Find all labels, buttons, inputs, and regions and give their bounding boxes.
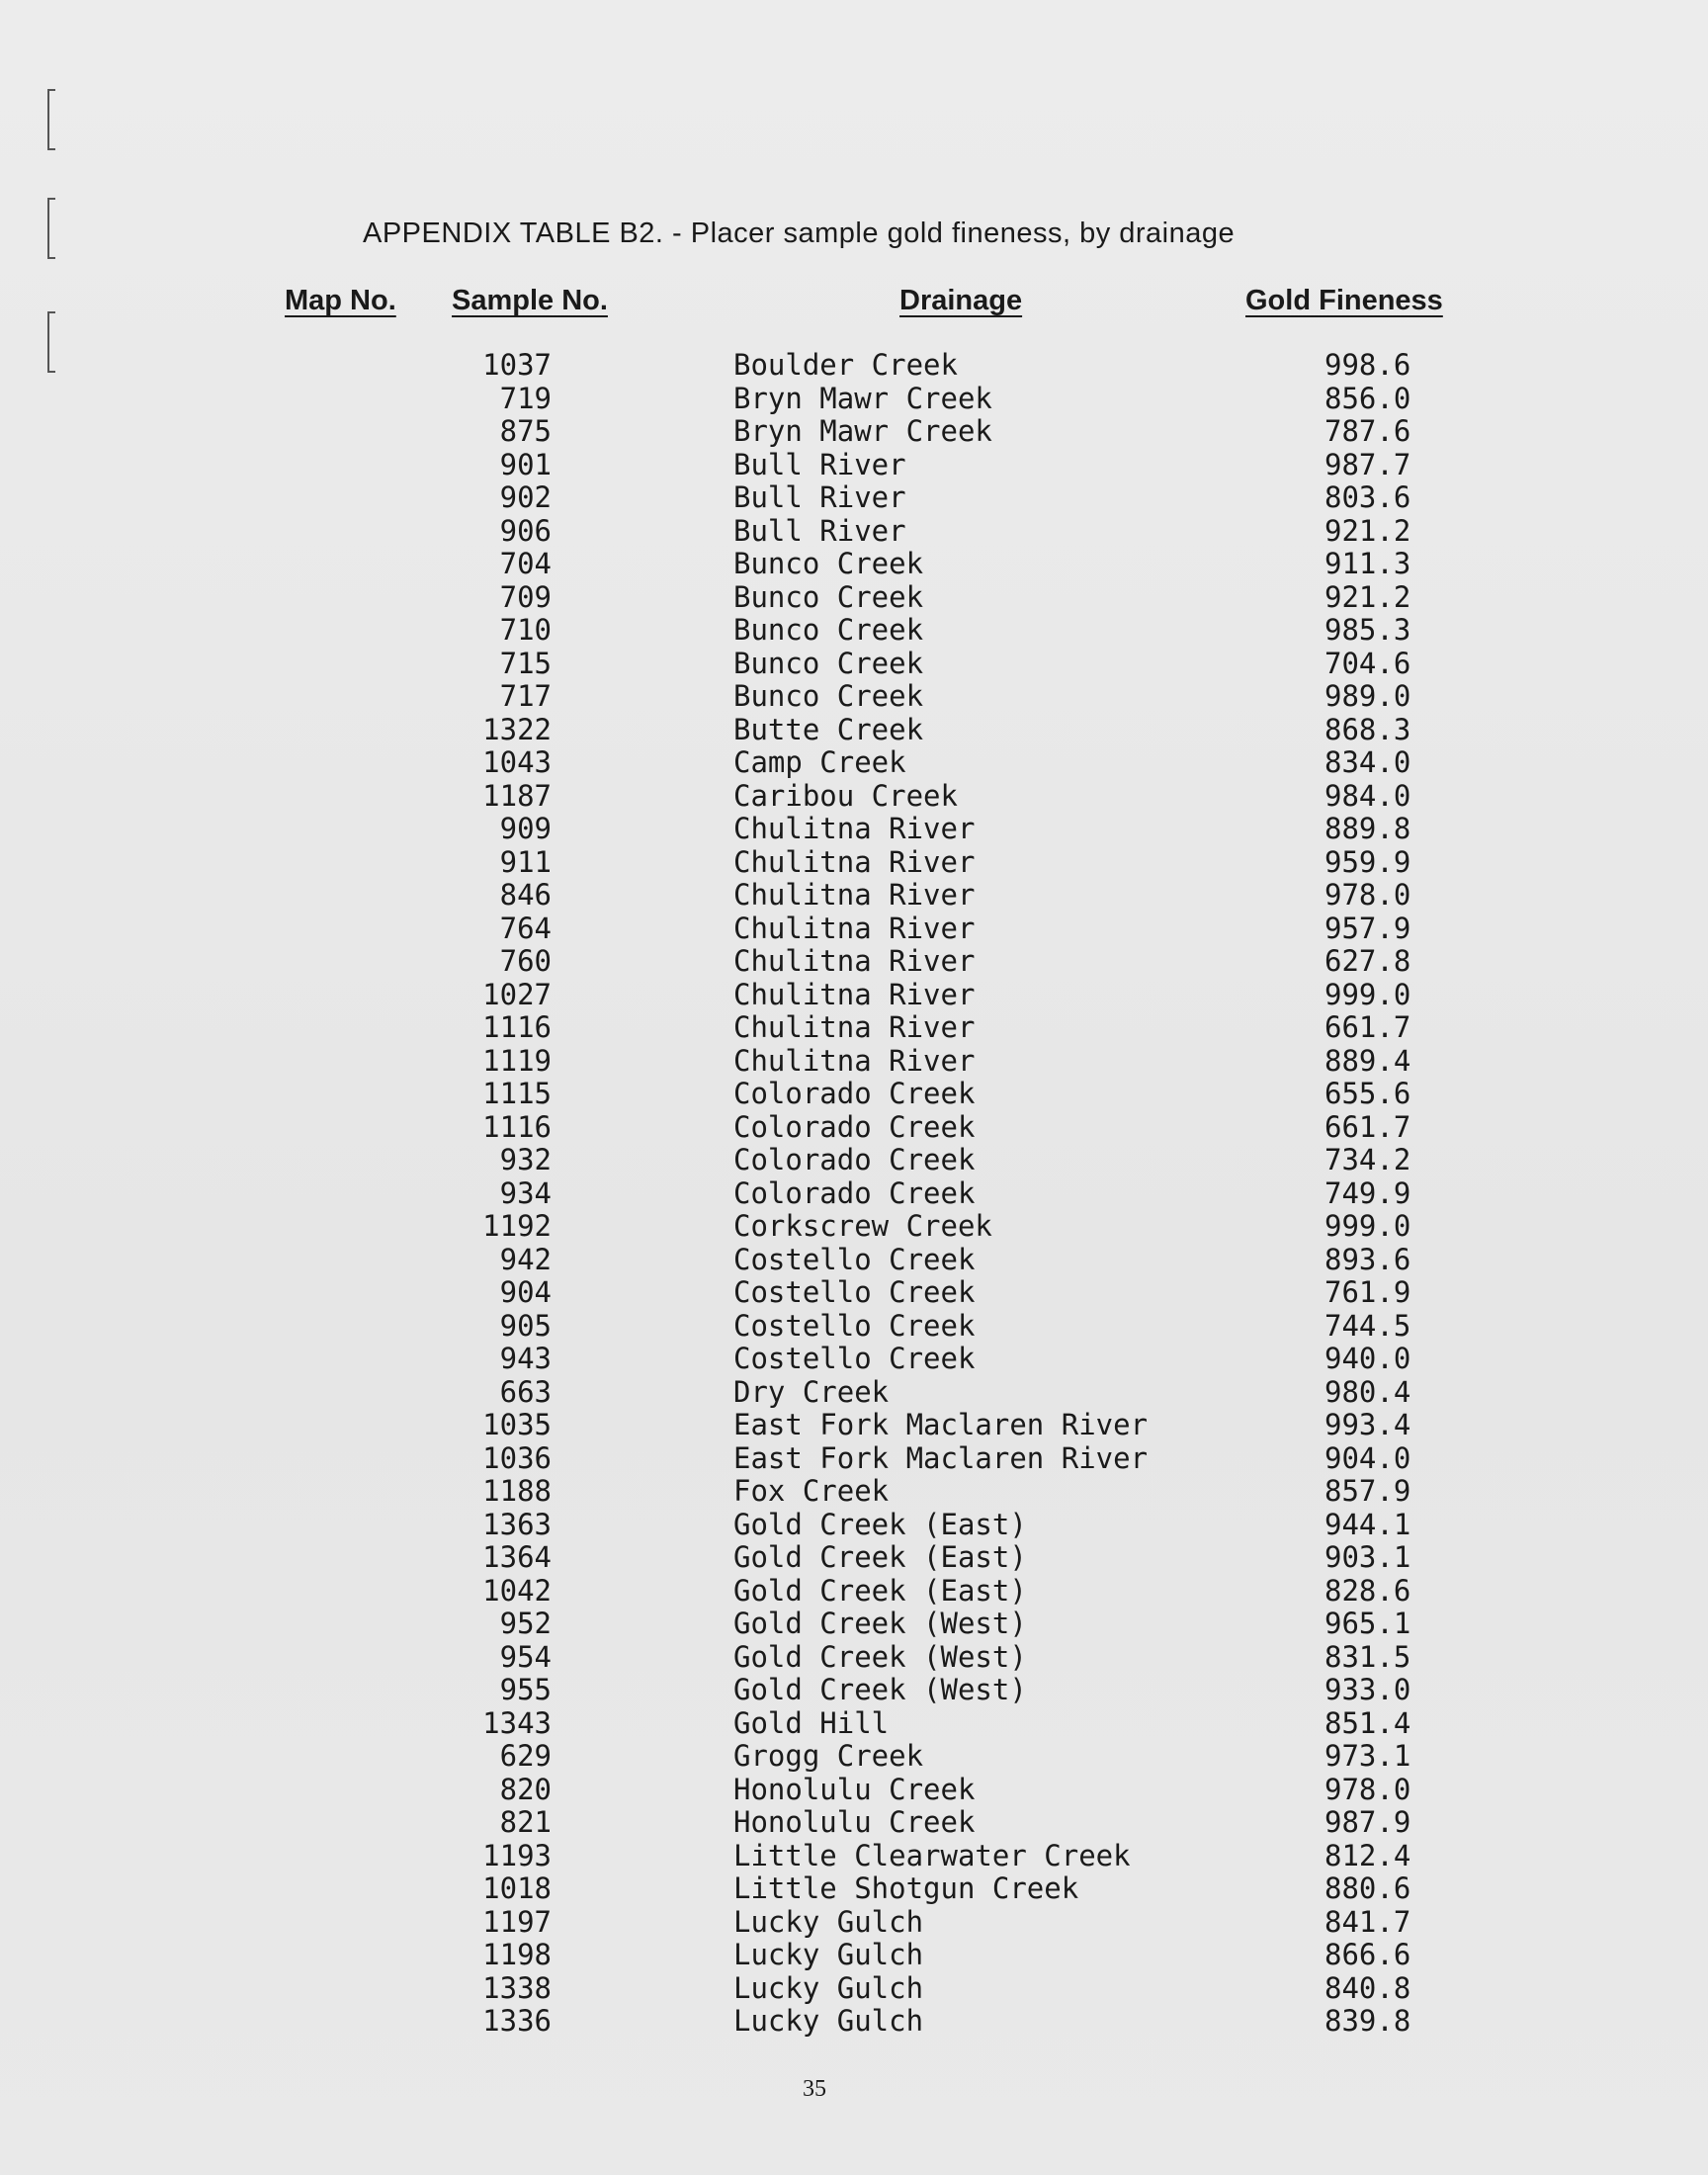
table-row <box>0 1871 1708 1905</box>
sample-no-cell: 1187 <box>482 778 552 813</box>
binding-mark <box>47 89 55 150</box>
sample-no-cell: 875 <box>499 414 552 448</box>
drainage-cell: Chulitna River <box>733 977 976 1011</box>
table-row <box>0 348 1708 382</box>
drainage-cell: East Fork Maclaren River <box>733 1408 1149 1441</box>
table-row <box>0 1044 1708 1078</box>
drainage-cell: Colorado Creek <box>733 1175 976 1210</box>
table-row <box>0 547 1708 580</box>
table-row <box>0 1342 1708 1375</box>
sample-no-cell: 902 <box>499 480 552 514</box>
sample-no-cell: 629 <box>499 1739 552 1773</box>
sample-no-cell: 954 <box>499 1639 552 1674</box>
drainage-cell: Colorado Creek <box>733 1077 976 1110</box>
drainage-cell: Costello Creek <box>733 1342 976 1375</box>
table-row <box>0 2004 1708 2038</box>
gold-fineness-cell: 812.4 <box>1324 1838 1411 1872</box>
drainage-cell: Gold Creek (West) <box>733 1639 1027 1674</box>
table-row <box>0 580 1708 614</box>
drainage-cell: Gold Creek (West) <box>733 1607 1027 1640</box>
sample-no-cell: 1035 <box>482 1408 552 1441</box>
table-row <box>0 1143 1708 1176</box>
header-sample-no: Sample No. <box>452 285 608 316</box>
header-gold-fineness: Gold Fineness <box>1245 285 1443 316</box>
sample-no-cell: 1042 <box>482 1573 552 1608</box>
drainage-cell: Dry Creek <box>733 1374 890 1409</box>
gold-fineness-cell: 921.2 <box>1324 513 1411 548</box>
table-row <box>0 1110 1708 1144</box>
table-row <box>0 647 1708 680</box>
table-row <box>0 382 1708 415</box>
table-title: APPENDIX TABLE B2. - Placer sample gold fineness, by drainage <box>363 218 1236 249</box>
table-row <box>0 1010 1708 1044</box>
sample-no-cell: 719 <box>499 381 552 415</box>
drainage-cell: Honolulu Creek <box>733 1772 976 1806</box>
sample-no-cell: 846 <box>499 878 552 912</box>
gold-fineness-cell: 761.9 <box>1324 1275 1411 1309</box>
sample-no-cell: 911 <box>499 844 552 879</box>
gold-fineness-cell: 989.0 <box>1324 679 1411 713</box>
gold-fineness-cell: 880.6 <box>1324 1871 1411 1905</box>
drainage-cell: Bunco Creek <box>733 613 924 647</box>
sample-no-cell: 932 <box>499 1143 552 1176</box>
table-row <box>0 912 1708 945</box>
drainage-cell: Little Clearwater Creek <box>733 1838 1131 1872</box>
drainage-cell: Corkscrew Creek <box>733 1209 992 1243</box>
table-row <box>0 779 1708 813</box>
gold-fineness-cell: 839.8 <box>1324 2004 1411 2038</box>
drainage-cell: Colorado Creek <box>733 1143 976 1176</box>
sample-no-cell: 663 <box>499 1374 552 1409</box>
gold-fineness-cell: 787.6 <box>1324 414 1411 448</box>
sample-no-cell: 1198 <box>482 1938 552 1971</box>
table-row <box>0 1209 1708 1243</box>
sample-no-cell: 820 <box>499 1772 552 1806</box>
drainage-cell: Bunco Creek <box>733 646 924 680</box>
drainage-cell: Bull River <box>733 447 906 481</box>
drainage-cell: Lucky Gulch <box>733 1938 924 1971</box>
gold-fineness-cell: 940.0 <box>1324 1342 1411 1375</box>
gold-fineness-cell: 841.7 <box>1324 1904 1411 1939</box>
table-row <box>0 1243 1708 1276</box>
drainage-cell: Chulitna River <box>733 1043 976 1078</box>
gold-fineness-cell: 627.8 <box>1324 944 1411 978</box>
sample-no-cell: 904 <box>499 1275 552 1309</box>
drainage-cell: Bull River <box>733 480 906 514</box>
gold-fineness-cell: 834.0 <box>1324 745 1411 779</box>
gold-fineness-cell: 704.6 <box>1324 646 1411 680</box>
sample-no-cell: 1043 <box>482 745 552 779</box>
gold-fineness-cell: 944.1 <box>1324 1507 1411 1541</box>
gold-fineness-cell: 965.1 <box>1324 1607 1411 1640</box>
table-row <box>0 978 1708 1011</box>
sample-no-cell: 764 <box>499 911 552 945</box>
gold-fineness-cell: 921.2 <box>1324 579 1411 614</box>
sample-no-cell: 1037 <box>482 348 552 382</box>
sample-no-cell: 906 <box>499 513 552 548</box>
drainage-cell: Gold Hill <box>733 1705 890 1740</box>
drainage-cell: Gold Creek (East) <box>733 1507 1027 1541</box>
gold-fineness-cell: 851.4 <box>1324 1705 1411 1740</box>
drainage-cell: Honolulu Creek <box>733 1805 976 1839</box>
drainage-cell: Costello Creek <box>733 1308 976 1343</box>
drainage-cell: Bunco Creek <box>733 679 924 713</box>
header-map-no: Map No. <box>285 285 396 316</box>
table-row <box>0 812 1708 845</box>
gold-fineness-cell: 840.8 <box>1324 1970 1411 2005</box>
gold-fineness-cell: 999.0 <box>1324 977 1411 1011</box>
table-row <box>0 878 1708 912</box>
gold-fineness-cell: 987.7 <box>1324 447 1411 481</box>
sample-no-cell: 1336 <box>482 2004 552 2038</box>
sample-no-cell: 704 <box>499 547 552 580</box>
gold-fineness-cell: 661.7 <box>1324 1109 1411 1144</box>
gold-fineness-cell: 866.6 <box>1324 1938 1411 1971</box>
table-row <box>0 613 1708 647</box>
table-row <box>0 745 1708 779</box>
drainage-cell: Lucky Gulch <box>733 2004 924 2038</box>
sample-no-cell: 1188 <box>482 1474 552 1508</box>
drainage-cell: Costello Creek <box>733 1275 976 1309</box>
sample-no-cell: 1363 <box>482 1507 552 1541</box>
table-row <box>0 679 1708 713</box>
gold-fineness-cell: 933.0 <box>1324 1673 1411 1706</box>
gold-fineness-cell: 911.3 <box>1324 547 1411 580</box>
drainage-cell: Bull River <box>733 513 906 548</box>
gold-fineness-cell: 999.0 <box>1324 1209 1411 1243</box>
table-row <box>0 1805 1708 1839</box>
table-row <box>0 1905 1708 1939</box>
sample-no-cell: 715 <box>499 646 552 680</box>
gold-fineness-cell: 978.0 <box>1324 1772 1411 1806</box>
table-row <box>0 1607 1708 1640</box>
gold-fineness-cell: 857.9 <box>1324 1474 1411 1508</box>
table-row <box>0 1375 1708 1409</box>
table-row <box>0 1839 1708 1872</box>
gold-fineness-cell: 749.9 <box>1324 1175 1411 1210</box>
drainage-cell: East Fork Maclaren River <box>733 1440 1149 1475</box>
drainage-cell: Camp Creek <box>733 745 906 779</box>
gold-fineness-cell: 803.6 <box>1324 480 1411 514</box>
sample-no-cell: 1338 <box>482 1970 552 2005</box>
gold-fineness-cell: 893.6 <box>1324 1242 1411 1276</box>
gold-fineness-cell: 998.6 <box>1324 348 1411 382</box>
drainage-cell: Little Shotgun Creek <box>733 1871 1079 1905</box>
drainage-cell: Gold Creek (East) <box>733 1540 1027 1574</box>
table-row <box>0 514 1708 548</box>
drainage-cell: Bryn Mawr Creek <box>733 381 992 415</box>
gold-fineness-cell: 973.1 <box>1324 1739 1411 1773</box>
sample-no-cell: 1116 <box>482 1010 552 1044</box>
table-row <box>0 448 1708 481</box>
drainage-cell: Butte Creek <box>733 712 924 746</box>
sample-no-cell: 1018 <box>482 1871 552 1905</box>
drainage-cell: Lucky Gulch <box>733 1970 924 2005</box>
table-row <box>0 1077 1708 1110</box>
sample-no-cell: 952 <box>499 1607 552 1640</box>
gold-fineness-cell: 980.4 <box>1324 1374 1411 1409</box>
gold-fineness-cell: 984.0 <box>1324 778 1411 813</box>
sample-no-cell: 1192 <box>482 1209 552 1243</box>
sample-no-cell: 943 <box>499 1342 552 1375</box>
table-row <box>0 414 1708 448</box>
drainage-cell: Bryn Mawr Creek <box>733 414 992 448</box>
sample-no-cell: 710 <box>499 613 552 647</box>
drainage-cell: Lucky Gulch <box>733 1904 924 1939</box>
drainage-cell: Chulitna River <box>733 911 976 945</box>
table-row <box>0 944 1708 978</box>
gold-fineness-cell: 868.3 <box>1324 712 1411 746</box>
drainage-cell: Gold Creek (West) <box>733 1673 1027 1706</box>
sample-no-cell: 955 <box>499 1673 552 1706</box>
drainage-cell: Grogg Creek <box>733 1739 924 1773</box>
gold-fineness-cell: 734.2 <box>1324 1143 1411 1176</box>
drainage-cell: Fox Creek <box>733 1474 890 1508</box>
sample-no-cell: 1116 <box>482 1109 552 1144</box>
drainage-cell: Boulder Creek <box>733 348 958 382</box>
table-row <box>0 845 1708 879</box>
table-row <box>0 1309 1708 1343</box>
gold-fineness-cell: 978.0 <box>1324 878 1411 912</box>
table-row <box>0 1971 1708 2005</box>
gold-fineness-cell: 904.0 <box>1324 1440 1411 1475</box>
gold-fineness-cell: 985.3 <box>1324 613 1411 647</box>
gold-fineness-cell: 655.6 <box>1324 1077 1411 1110</box>
sample-no-cell: 901 <box>499 447 552 481</box>
table-row <box>0 1938 1708 1971</box>
table-row <box>0 480 1708 514</box>
table-row <box>0 1673 1708 1706</box>
table-row <box>0 1508 1708 1541</box>
binding-mark <box>47 198 55 259</box>
table-row <box>0 1540 1708 1574</box>
sample-no-cell: 1115 <box>482 1077 552 1110</box>
sample-no-cell: 760 <box>499 944 552 978</box>
sample-no-cell: 942 <box>499 1242 552 1276</box>
gold-fineness-cell: 661.7 <box>1324 1010 1411 1044</box>
drainage-cell: Chulitna River <box>733 844 976 879</box>
sample-no-cell: 1197 <box>482 1904 552 1939</box>
gold-fineness-cell: 959.9 <box>1324 844 1411 879</box>
header-drainage: Drainage <box>899 285 1023 316</box>
drainage-cell: Chulitna River <box>733 1010 976 1044</box>
table-row <box>0 1408 1708 1441</box>
table-row <box>0 1176 1708 1210</box>
sample-no-cell: 1036 <box>482 1440 552 1475</box>
drainage-cell: Bunco Creek <box>733 547 924 580</box>
table-row <box>0 1773 1708 1806</box>
page-number: 35 <box>803 2076 826 2102</box>
drainage-cell: Chulitna River <box>733 878 976 912</box>
sample-no-cell: 709 <box>499 579 552 614</box>
gold-fineness-cell: 889.8 <box>1324 812 1411 845</box>
gold-fineness-cell: 993.4 <box>1324 1408 1411 1441</box>
table-row <box>0 1640 1708 1674</box>
drainage-cell: Bunco Creek <box>733 579 924 614</box>
table-row <box>0 1706 1708 1740</box>
gold-fineness-cell: 889.4 <box>1324 1043 1411 1078</box>
table-row <box>0 1739 1708 1773</box>
sample-no-cell: 1193 <box>482 1838 552 1872</box>
sample-no-cell: 909 <box>499 812 552 845</box>
gold-fineness-cell: 903.1 <box>1324 1540 1411 1574</box>
sample-no-cell: 1322 <box>482 712 552 746</box>
gold-fineness-cell: 828.6 <box>1324 1573 1411 1608</box>
drainage-cell: Gold Creek (East) <box>733 1573 1027 1608</box>
sample-no-cell: 1343 <box>482 1705 552 1740</box>
table-row <box>0 1441 1708 1475</box>
table-row <box>0 1574 1708 1608</box>
sample-no-cell: 1364 <box>482 1540 552 1574</box>
drainage-cell: Caribou Creek <box>733 778 958 813</box>
table-row <box>0 713 1708 746</box>
sample-no-cell: 717 <box>499 679 552 713</box>
sample-no-cell: 1027 <box>482 977 552 1011</box>
gold-fineness-cell: 831.5 <box>1324 1639 1411 1674</box>
gold-fineness-cell: 957.9 <box>1324 911 1411 945</box>
sample-no-cell: 934 <box>499 1175 552 1210</box>
sample-no-cell: 905 <box>499 1308 552 1343</box>
drainage-cell: Colorado Creek <box>733 1109 976 1144</box>
drainage-cell: Chulitna River <box>733 944 976 978</box>
gold-fineness-cell: 744.5 <box>1324 1308 1411 1343</box>
drainage-cell: Costello Creek <box>733 1242 976 1276</box>
sample-no-cell: 821 <box>499 1805 552 1839</box>
drainage-cell: Chulitna River <box>733 812 976 845</box>
table-row <box>0 1275 1708 1309</box>
gold-fineness-cell: 856.0 <box>1324 381 1411 415</box>
table-row <box>0 1474 1708 1508</box>
table-body <box>0 348 1708 2038</box>
sample-no-cell: 1119 <box>482 1043 552 1078</box>
gold-fineness-cell: 987.9 <box>1324 1805 1411 1839</box>
